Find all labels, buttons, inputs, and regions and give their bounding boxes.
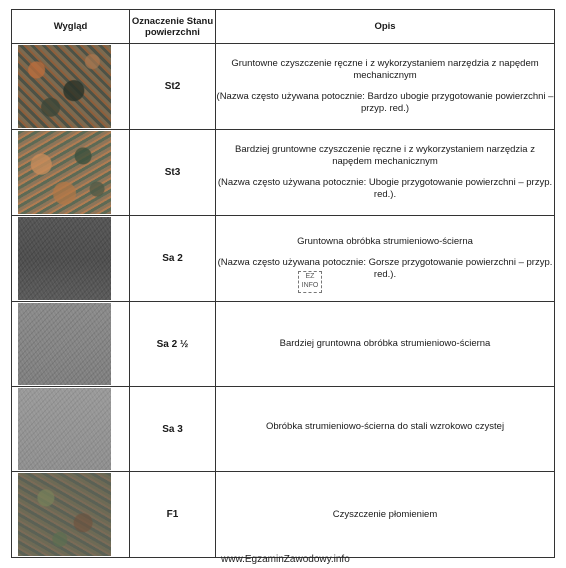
description-note: (Nazwa często używana potocznie: Gorsze przygotowanie powierzchni – przyp. red.). <box>217 257 553 280</box>
description-cell <box>216 44 555 130</box>
surface-sample-image <box>18 217 111 300</box>
description-text: Gruntowna obróbka strumieniowo-ścierna <box>297 236 473 247</box>
grade-code: Sa 2 ½ <box>130 302 216 387</box>
surface-sample-image <box>18 303 111 385</box>
header-appearance: Wygląd <box>12 10 130 44</box>
surface-sample-image <box>18 388 111 470</box>
table-row <box>12 44 555 130</box>
appearance-cell <box>12 472 130 558</box>
appearance-cell <box>12 44 130 130</box>
header-description: Opis <box>216 10 555 44</box>
grade-code: St3 <box>130 130 216 216</box>
watermark-logo <box>298 271 322 293</box>
grade-code: Sa 3 <box>130 387 216 472</box>
description-note: (Nazwa często używana potocznie: Bardzo ubogie przygotowanie powierzchni – przyp. red.) <box>216 91 554 114</box>
description-cell <box>216 302 555 387</box>
grade-code: St2 <box>130 44 216 130</box>
appearance-cell <box>12 216 130 302</box>
description-cell <box>216 130 555 216</box>
appearance-cell <box>12 302 130 387</box>
table-row <box>12 216 555 302</box>
table-row <box>12 387 555 472</box>
description-text: Obróbka strumieniowo-ścierna do stali wzrokowo czystej <box>265 421 505 432</box>
description-text: Gruntowne czyszczenie ręczne i z wykorzystaniem narzędzia z napędem mechanicznym <box>231 58 539 81</box>
table-row <box>12 302 555 387</box>
description-note: (Nazwa często używana potocznie: Ubogie przygotowanie powierzchni – przyp. red.). <box>217 177 553 200</box>
watermark-line: INFO <box>301 282 319 289</box>
description-cell <box>216 387 555 472</box>
description-cell <box>216 216 555 302</box>
appearance-cell <box>12 387 130 472</box>
description-text: Bardziej gruntowne czyszczenie ręczne i z wykorzystaniem narzędzia z napędem mechanicznym <box>235 144 535 167</box>
header-surface-grade: Oznaczenie Stanu powierzchni <box>130 10 216 44</box>
watermark-line: EZ <box>305 273 315 280</box>
surface-sample-image <box>18 473 111 556</box>
header-row <box>12 10 555 44</box>
surface-preparation-table <box>11 9 555 558</box>
description-cell <box>216 472 555 558</box>
appearance-cell <box>12 130 130 216</box>
description-text: Czyszczenie płomieniem <box>332 508 438 520</box>
table-row <box>12 130 555 216</box>
table-row <box>12 472 555 558</box>
surface-sample-image <box>18 131 111 214</box>
description-text: Bardziej gruntowna obróbka strumieniowo-ścierna <box>279 338 491 349</box>
footer-url: www.EgzaminZawodowy.info <box>221 554 350 565</box>
grade-code: Sa 2 <box>130 216 216 302</box>
surface-sample-image <box>18 45 111 128</box>
grade-code: F1 <box>130 472 216 558</box>
